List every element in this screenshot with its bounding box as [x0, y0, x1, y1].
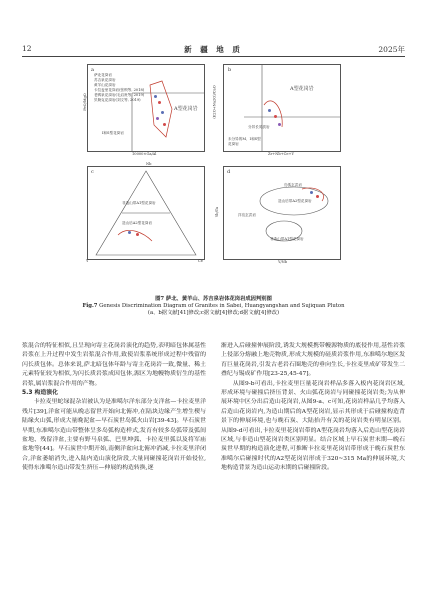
caption-en-text: Genesis Discrimination Diagram of Granites in Sabei, Huangyangshan and Sujiquan Pluton [99, 303, 345, 310]
panel-d-field-a2: 造山后带A2型花岗岩 [278, 199, 312, 203]
paragraph: 浆混合的特征相似,且呈现向寄主花岗岩演化的趋势,表明暗包体属基性岩浆在上升过程中发生岩浆混合作用,致使岩浆系统形成过程中残留的闪长质包体。总体来说,萨北暗包体年龄与寄主花岗岩一致,微量、稀土元素特征较为相似,为闪长质岩浆成因包体,源区为地幔物质衍生的基性岩浆,属岩浆混合作用的产物。 [22, 343, 206, 387]
panel-d-letter: d [227, 169, 231, 175]
data-point [278, 123, 281, 126]
panel-a-x-axis: 10000×Ga/Al [132, 152, 157, 156]
data-point [163, 123, 166, 126]
right-column [221, 342, 405, 474]
legend-item: 黄羊山花岗岩 [94, 83, 116, 87]
panel-d-field-iab: 岛弧玄武岩 [284, 183, 302, 187]
paragraph: 从图9-b可看出,卡拉麦里巨量花岗岩样品多落入板内花岗岩区域,形成环境与碰撞后挤压背景、火山弧花岗岩与同碰撞花岗岩类;为从伸展环境中区分出后造山花岗岩,从图9-a、c可知,花岗岩样品几乎均落入后造山花岗岩内,为造山期后的A型花岗岩,显示其形成于后碰撞构造背景下的伸展环境,也与晚石炭、大陆抬升有关的花岗岩类有明显区别。从图9-d可看出,卡拉麦里花岗岩带的A型花岗岩均落入后造山型花岗岩区域,与非造山型花岗岩类区别明显。结合区域上早石炭世末期—晚石炭世早期的构造演化进程,可推断卡拉麦里花岗岩带形成于晚石炭世东准噶尔后碰撞时代的A2型花岗岩形成于320~315 Ma的伸展环境,大地构造背景为造山运动末期的后碰撞阶段。 [221, 380, 405, 472]
panel-b-field-ots: 未分异的M、I和S型花岗岩 [228, 137, 261, 146]
data-point [268, 109, 271, 112]
panel-c-right-label: Ce [198, 259, 203, 263]
data-point [161, 111, 164, 114]
data-point [274, 115, 277, 118]
panel-c-ternary [88, 167, 204, 259]
panel-a-field-other: I和S型花岗岩 [102, 131, 124, 135]
panel-d [223, 166, 341, 260]
legend-item: 贝勒克花岗岩(刘文等, 2019) [94, 98, 141, 102]
panel-c-left-label: Y [86, 259, 89, 263]
panel-c-top-label: Nb [146, 162, 152, 166]
data-point [158, 101, 161, 104]
section-heading: 5.3 构造演化 [22, 390, 59, 397]
page-number: 12 [22, 44, 32, 53]
panel-c-field-a1: 非造山带A1型花岗岩 [122, 201, 156, 205]
panel-a-legend [94, 73, 144, 103]
data-point [156, 117, 159, 120]
caption-en-label: Fig.7 [82, 303, 98, 310]
panel-d-field-a1: 非造山带A1型花岗岩 [270, 237, 304, 241]
header-rule [22, 56, 405, 57]
caption-note: (a、b据文献[41]修改;c据文献[4]修改;d据文献[4]修改) [147, 310, 280, 317]
panel-b-y-axis: (K2O+Na2O)/CaO [212, 85, 217, 119]
data-point [128, 231, 131, 234]
panel-a [87, 64, 205, 152]
panel-a-letter: a [91, 67, 94, 73]
caption-cn: 图7 萨北、黄羊山、苏吉泉岩体花岗岩成因判别图 [155, 296, 272, 302]
legend-item: 老鸭泉花岗岩(毛启贵等, 2019) [94, 93, 145, 97]
panel-b-x-axis: Zr+Nb+Ce+Y [268, 152, 294, 156]
panel-d-y-axis: Yb/Ta [215, 206, 220, 218]
legend-item: 萨北花岗岩 [94, 73, 112, 77]
panel-b-field-fg: 分异长英质岩 [248, 125, 270, 129]
panel-b-field-a: A型花岗岩 [290, 86, 314, 92]
year: 2025年 [378, 45, 405, 54]
data-point [310, 191, 313, 194]
panel-c [87, 166, 205, 260]
legend-item: 苏吉泉花岗岩 [94, 78, 116, 82]
left-column [22, 342, 206, 474]
figure-caption [22, 296, 405, 318]
data-point [136, 233, 139, 236]
panel-c-field-a2: 造山后A2型花岗岩 [122, 221, 153, 225]
panel-a-field-a: A型花岗岩 [174, 106, 198, 112]
paragraph: 渐进入后碰撞伸展阶段,诱发大规模携带幔源物质的底侵作用,基性岩浆上侵部分熔融上地壳物质,形成大规模的硅质岩浆作用,东准噶尔地区发育巨量花岗岩,引发古老岩石圈地壳的垂向生长,卡拉麦里成矿带发生二叠纪与锡成矿作用[23-25,45-47]。 [221, 343, 405, 378]
paragraph: 卡拉麦里蛇绿混杂岩被认为是准噶尔洋东部分支洋盆—卡拉麦里洋残片[39],洋盆可能从晚志留世开始向北俯冲,在陆块边缘产生增生楔与陆缘火山弧,形成大量晚泥盆—早石炭世岛弧火山岩[39-43]。早石炭世早期,东准噶尔造山带整体呈多岛弧构造样式,发育有较多岛弧带及弧间盆地、残留洋盆,主要有野马泉弧、巴里坤弧、卡拉麦里弧以及将军庙盆地等[44]。早石炭世中期开始,南侧洋盆向北俯冲消减,卡拉麦里洋闭合,洋盆萎缩消失,进入陆内造山演化阶段,大量同碰撞花岗岩开始侵位,使得东准噶尔造山带发生挤压—伸展的构造转换,逐 [22, 399, 206, 472]
journal-name: 新 疆 地 质 [184, 45, 243, 54]
data-point [316, 195, 319, 198]
panel-d-x-axis: Y/Nb [278, 260, 288, 264]
panel-b-letter: b [228, 67, 232, 73]
panel-a-y-axis: FeO/MgO [82, 93, 87, 111]
panel-b [223, 64, 341, 152]
data-point [154, 95, 157, 98]
panel-d-field-oib: 洋岛玄武岩 [238, 213, 256, 217]
legend-item: 卡拉麦里花岗岩(张锁等, 2018) [94, 88, 145, 92]
page-header [22, 44, 405, 56]
panel-c-letter: c [91, 169, 94, 175]
